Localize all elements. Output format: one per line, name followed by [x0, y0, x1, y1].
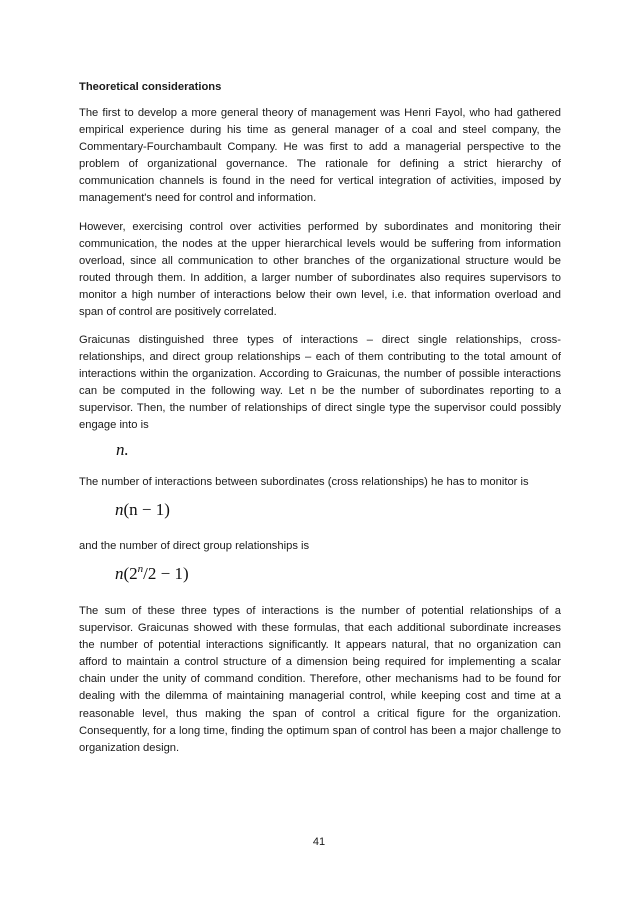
formula-cross-relationships	[115, 500, 170, 520]
formula-group-relationships	[115, 564, 189, 584]
formula-variable: n	[115, 500, 124, 519]
paragraph-graicunas-types: Graicunas distinguished three types of interactions – direct single relationships, cross-relationships, and direct group relationships – each of them contributing to the total amount of interactions within the organization. According to Graicunas, the number of possible interactions can be computed in the following way. Let n be the number of subordinates reporting to a supervisor. Then, the number of relationships of direct single type the supervisor could possibly engage into is	[79, 334, 561, 432]
paragraph-cross-relationships: The number of interactions between subordinates (cross relationships) he has to monitor is	[79, 476, 529, 488]
formula-variable: n	[116, 440, 125, 459]
formula-body: /2 − 1)	[143, 564, 189, 583]
page-number: 41	[312, 836, 326, 848]
formula-direct-single	[116, 440, 129, 460]
paragraph-group-relationships: and the number of direct group relationships is	[79, 540, 310, 552]
paragraph-sum-of-interactions: The sum of these three types of interactions is the number of potential relationships of a supervisor. Graicunas showed with these formulas, that each additional subordinate increases the number of potential interactions significantly. It appears natural, that no organization can afford to maintain a control structure of a dimension being required for implementing a scalar chain under the unity of command condition. Therefore, other mechanisms had to be found for dealing with the dilemma of maintaining managerial control, while keeping cost and time at a reasonable level, thus making the span of control a critical figure for the organization. Consequently, for a long time, finding the optimum span of control has been a major challenge to organization design.	[79, 605, 561, 754]
formula-suffix: .	[124, 440, 129, 459]
formula-exponent: n	[137, 563, 144, 575]
section-heading: Theoretical considerations	[79, 81, 222, 93]
formula-variable: n	[115, 564, 124, 583]
paragraph-information-overload: However, exercising control over activities performed by subordinates and monitoring their communication, the nodes at the upper hierarchical levels would be suffering from information overload, since all communication to other branches of the organizational structure would be routed through them. In addition, a larger number of subordinates also requires supervisors to monitor a high number of interactions below their own level, i.e. that information overload and span of control are positively correlated.	[79, 221, 561, 319]
paragraph-fayol: The first to develop a more general theory of management was Henri Fayol, who had gathered empirical experience during his time as general manager of a coal and steel company, the Commentary-Fourchambault Company. He was first to add a managerial perspective to the problem of organizational governance. The rationale for defining a strict hierarchy of communication channels is found in the need for vertical integration of activities, imposed by management's need for control and information.	[79, 107, 561, 205]
formula-body: (n − 1)	[123, 500, 170, 519]
formula-open: (2	[123, 564, 138, 583]
